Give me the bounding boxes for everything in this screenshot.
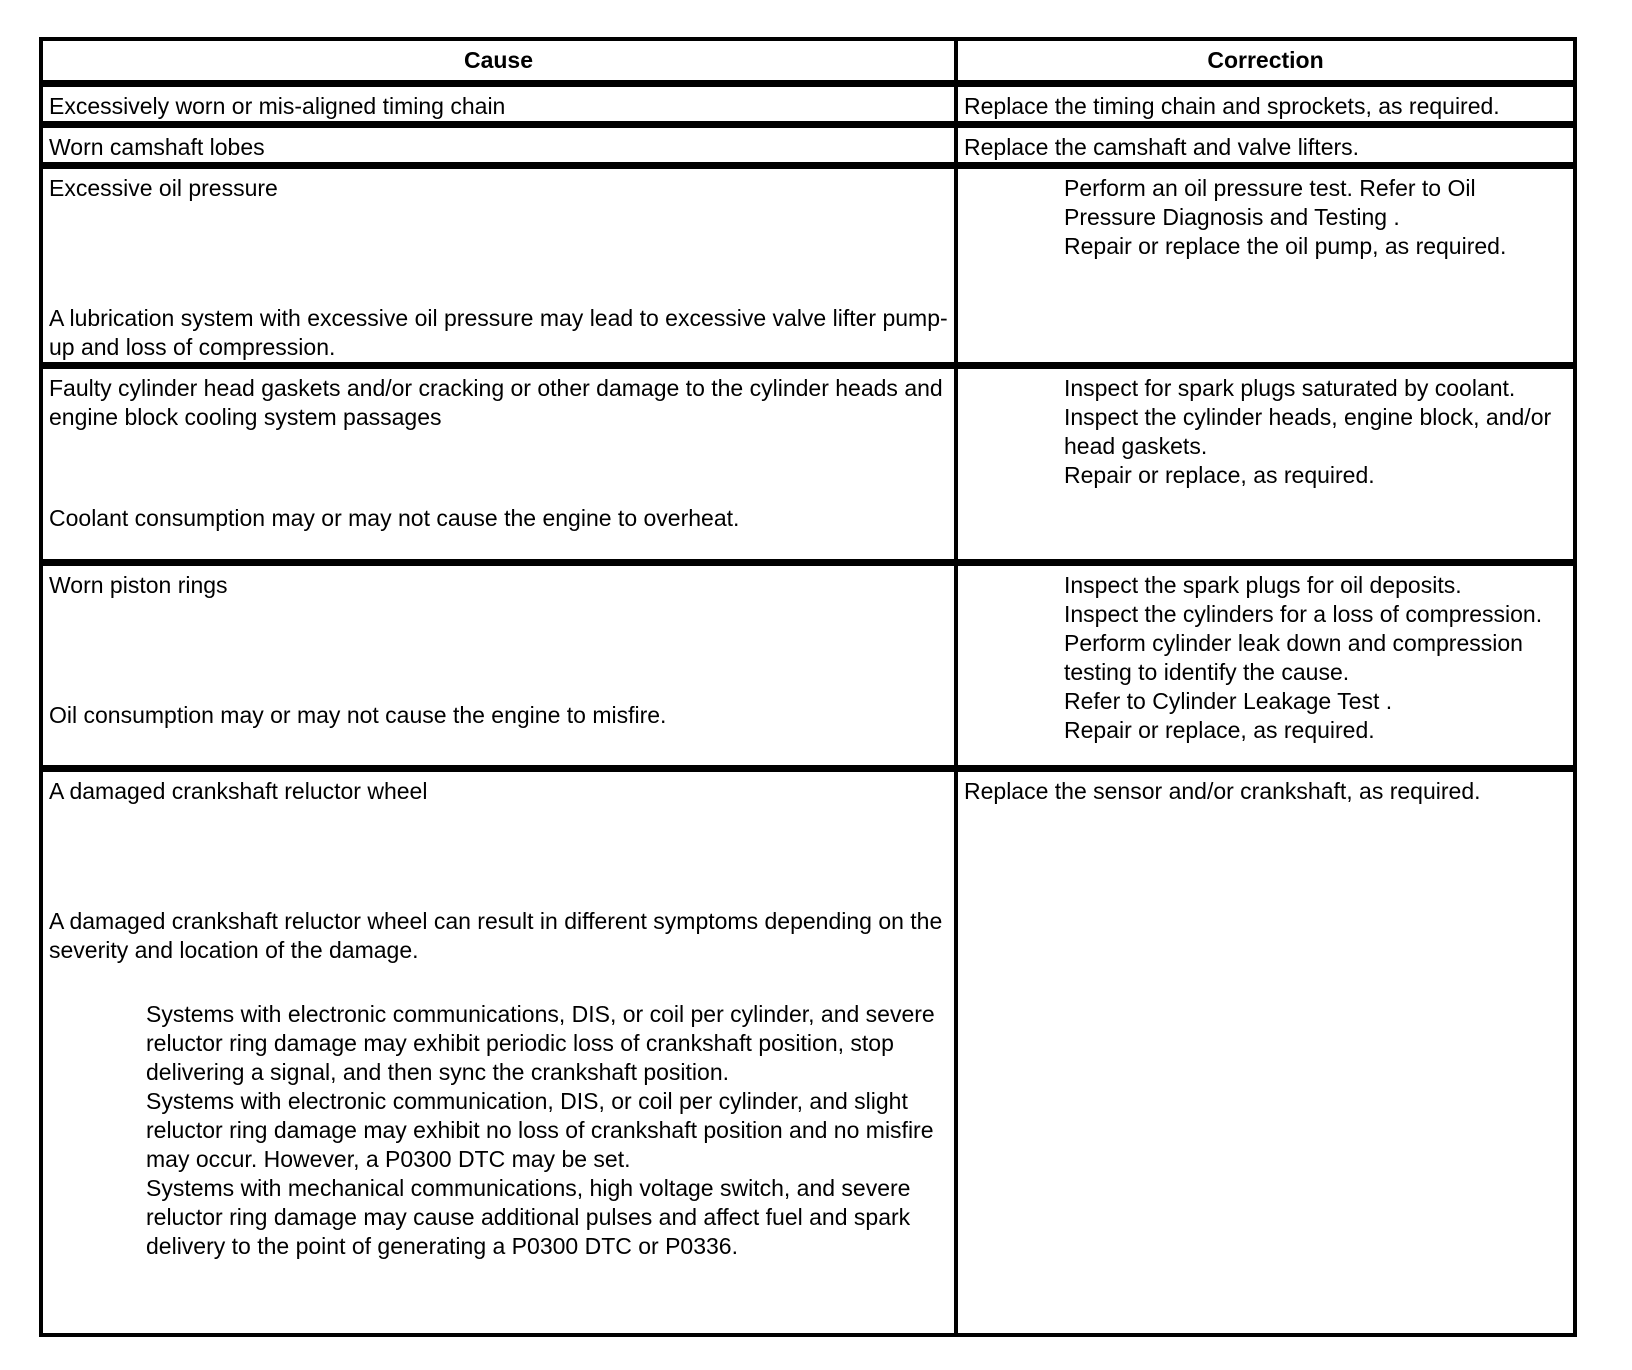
correction-text: Replace the camshaft and valve lifters. [964,133,1360,160]
list-item: Repair or replace, as required. [1064,716,1375,743]
cause-correction-table [39,37,1577,1337]
table-row [41,365,1575,562]
table-row [41,562,1575,768]
header-cause: Cause [41,39,956,83]
correction-list [964,571,1567,745]
cause-detail-list [49,1000,948,1261]
cause-note: A damaged crankshaft reluctor wheel can result in different symptoms depending on the severity and location of the damage. [49,907,943,963]
header-correction: Correction [956,39,1575,83]
list-item: Perform cylinder leak down and compression testing to identify the cause. [1064,629,1523,685]
correction-cell [956,124,1575,165]
cause-text: Worn piston rings [49,571,228,598]
cause-cell [41,83,956,124]
list-item: Perform an oil pressure test. Refer to Oil Pressure Diagnosis and Testing . [1064,174,1476,230]
list-item: Inspect for spark plugs saturated by coolant. [1064,374,1516,401]
cause-note: A lubrication system with excessive oil pressure may lead to excessive valve lifter pump-up and loss of compression. [49,304,948,360]
cause-cell [41,562,956,768]
cause-text: A damaged crankshaft reluctor wheel [49,777,428,804]
cause-cell [41,165,956,365]
table-row [41,768,1575,1335]
list-item: Systems with electronic communications, DIS, or coil per cylinder, and severe reluctor ring damage may exhibit periodic loss of crankshaft position, stop delivering a signal, and then sync the crankshaft position. [146,1000,935,1085]
list-item: Inspect the cylinders for a loss of compression. [1064,600,1543,627]
cause-text: Worn camshaft lobes [49,133,265,160]
correction-cell [956,365,1575,562]
table-row [41,165,1575,365]
correction-cell [956,562,1575,768]
correction-cell [956,768,1575,1335]
list-item: Inspect the cylinder heads, engine block, and/or head gaskets. [1064,403,1552,459]
list-item: Systems with mechanical communications, high voltage switch, and severe reluctor ring damage may cause additional pulses and affect fuel and spark delivery to the point of generating a P0300 DTC or P0336. [146,1174,911,1259]
cause-text: Faulty cylinder head gaskets and/or cracking or other damage to the cylinder heads and engine block cooling system passages [49,374,943,430]
list-item: Refer to Cylinder Leakage Test . [1064,687,1393,714]
correction-cell [956,83,1575,124]
list-item: Repair or replace, as required. [1064,461,1375,488]
cause-cell [41,124,956,165]
cause-note: Oil consumption may or may not cause the engine to misfire. [49,701,667,728]
correction-text: Replace the sensor and/or crankshaft, as required. [964,777,1481,804]
correction-cell [956,165,1575,365]
cause-cell [41,768,956,1335]
table-row [41,83,1575,124]
cause-text: Excessively worn or mis-aligned timing chain [49,92,506,119]
cause-note: Coolant consumption may or may not cause the engine to overheat. [49,504,740,531]
list-item: Repair or replace the oil pump, as required. [1064,232,1507,259]
correction-list [964,374,1567,490]
cause-text: Excessive oil pressure [49,174,278,201]
list-item: Systems with electronic communication, DIS, or coil per cylinder, and slight reluctor ring damage may exhibit no loss of crankshaft position and no misfire may occur. However, a P0300 DTC may be set. [146,1087,934,1172]
correction-text: Replace the timing chain and sprockets, as required. [964,92,1500,119]
list-item: Inspect the spark plugs for oil deposits. [1064,571,1462,598]
table-row [41,124,1575,165]
cause-cell [41,365,956,562]
correction-list [964,174,1567,261]
header-row [41,39,1575,83]
